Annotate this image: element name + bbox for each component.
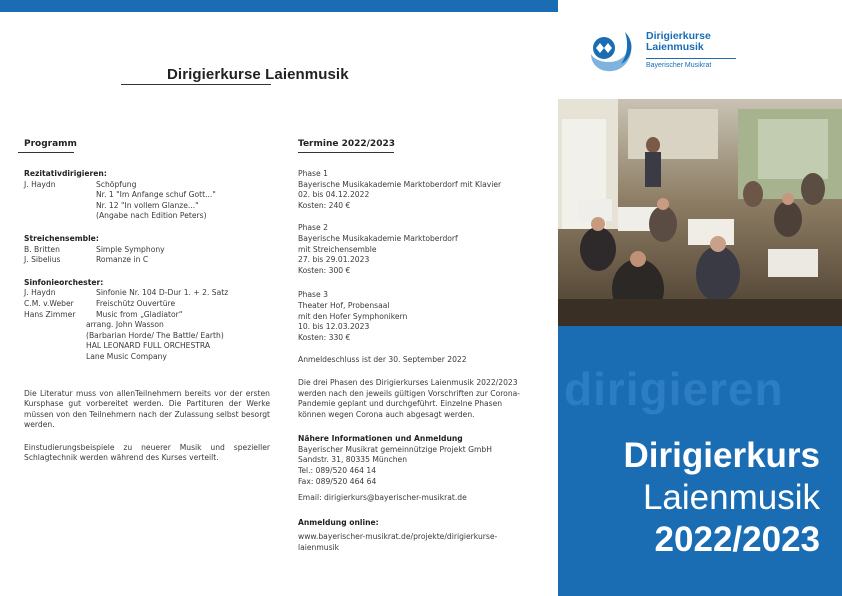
list-item: HAL LEONARD FULL ORCHESTRA xyxy=(86,341,211,351)
program-column xyxy=(24,139,270,464)
list-item: (Angabe nach Edition Peters) xyxy=(96,211,207,221)
list-item: Nr. 12 "In vollem Glanze..." xyxy=(96,200,199,210)
dates-heading: Termine 2022/2023 xyxy=(298,139,538,153)
rezitativ-heading: Rezitativdirigieren: xyxy=(24,169,107,178)
phase-1: Phase 1 Bayerische Musikakademie Marktoberdorf mit Klavier 02. bis 04.12.2022 Kosten: 240 € xyxy=(298,169,502,210)
streicher-heading: Streichensemble: xyxy=(24,233,99,243)
online-heading: Anmeldung online: xyxy=(298,517,379,527)
orchestra-photo xyxy=(558,99,842,326)
list-item: J. Haydn Sinfonie Nr. 104 D-Dur 1. + 2. Satz xyxy=(24,288,229,298)
cover-title-line-1: Dirigierkurs xyxy=(623,436,820,475)
list-item: J. Sibelius Romanze in C xyxy=(24,255,149,265)
logo-line-1: Dirigierkurse xyxy=(646,30,711,42)
cover-title-line-2: Laienmusik xyxy=(642,478,820,517)
list-item: Hans Zimmer Music from „Gladiator“ xyxy=(24,309,183,319)
literature-note: Die Literatur muss von allenTeilnehmern bereits vor der ersten Kursphase gut vorbereitet werden. Die Partituren der Werke müssen von den Teilnehmern nach der Zulassung selbst besorgt werden. xyxy=(24,388,270,430)
list-item: Nr. 1 "Im Anfange schuf Gott..." xyxy=(96,190,216,200)
corona-note: Die drei Phasen des Dirigierkurses Laienmusik 2022/2023 werden nach den jeweils gültigen Vorschriften zur Corona-Pandemie geplant und durchgeführt. Einzelne Phasen können wegen Corona auch abgesagt werden. xyxy=(298,377,521,419)
logo-divider xyxy=(646,58,736,59)
list-item: arrang. John Wasson xyxy=(86,320,164,330)
list-item: (Barbarian Horde/ The Battle/ Earth) xyxy=(86,330,224,340)
sinfonie-heading: Sinfonieorchester: xyxy=(24,277,104,287)
streicher-section xyxy=(24,234,270,266)
list-item: J. Haydn Schöpfung xyxy=(24,179,137,189)
logo-line-2: Laienmusik xyxy=(646,41,704,53)
sinfonie-section xyxy=(24,278,270,363)
program-heading: Programm xyxy=(24,139,270,153)
top-blue-bar xyxy=(0,0,558,12)
dates-column xyxy=(298,139,538,554)
musikrat-logo-icon xyxy=(585,28,635,74)
info-section: Nähere Informationen und Anmeldung Bayerischer Musikrat gemeinnützige Projekt GmbH Sandstr. 31, 80335 München Tel.: 089/520 464 14 Fax: 089/520 464 64 xyxy=(298,434,492,486)
page-title: Dirigierkurse Laienmusik xyxy=(167,66,349,83)
deadline-text: Anmeldeschluss ist der 30. September 2022 xyxy=(298,355,467,365)
cover-watermark: dirigieren xyxy=(564,363,784,415)
phase-3: Phase 3 Theater Hof, Probensaal mit den Hofer Symphonikern 10. bis 12.03.2023 Kosten: 330 € xyxy=(298,290,408,342)
title-underline xyxy=(121,84,271,85)
list-item: B. Britten Simple Symphony xyxy=(24,244,165,254)
email-link[interactable]: Email: dirigierkurs@bayerischer-musikrat.de xyxy=(298,493,467,503)
list-item: C.M. v.Weber Freischütz Ouvertüre xyxy=(24,298,176,308)
phase-2: Phase 2 Bayerische Musikakademie Marktoberdorf mit Streichensemble 27. bis 29.01.2023 Kosten: 300 € xyxy=(298,223,458,275)
logo-line-3: Bayerischer Musikrat xyxy=(646,62,712,69)
cover-title-line-3: 2022/2023 xyxy=(654,520,820,559)
online-link[interactable]: www.bayerischer-musikrat.de/projekte/dirigierkurse-laienmusik xyxy=(298,532,498,553)
examples-note: Einstudierungsbeispiele zu neuerer Musik und spezieller Schlagtechnik werden während des Kurses verteilt. xyxy=(24,442,270,463)
rezitativ-section xyxy=(24,169,270,222)
list-item: Lane Music Company xyxy=(86,351,167,361)
cover-title-box xyxy=(558,326,842,596)
